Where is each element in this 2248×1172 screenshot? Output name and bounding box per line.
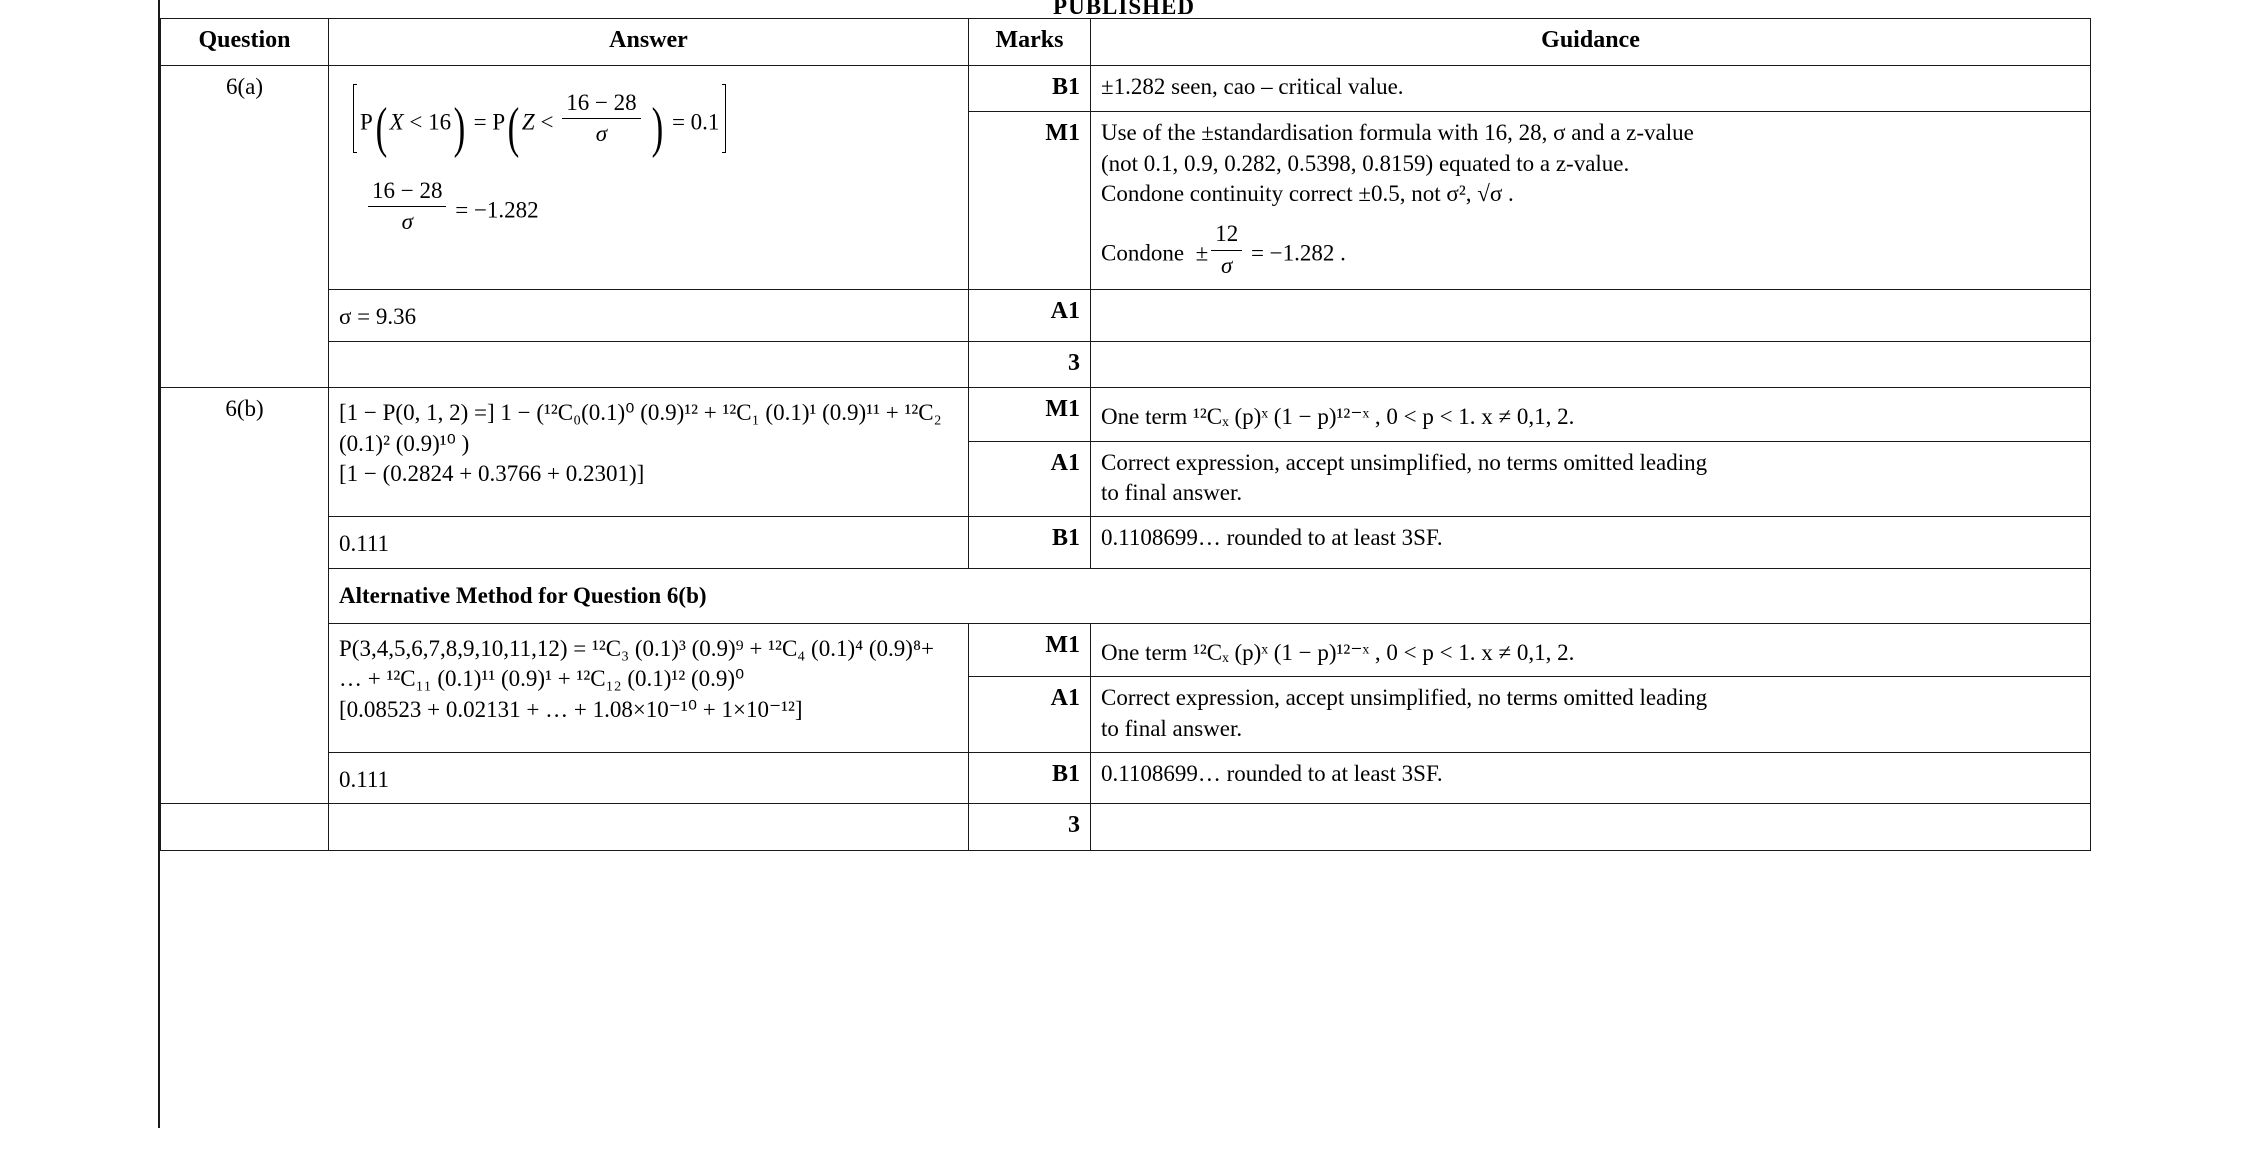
guidance-line: Correct expression, accept unsimplified, no terms omitted leading xyxy=(1101,685,1708,711)
answer-cell-6b-alt-blank xyxy=(329,804,969,851)
table-row xyxy=(161,517,2091,568)
guidance-cell-6b-a1 xyxy=(1091,441,2091,517)
table-row-alt-heading xyxy=(161,568,2091,623)
table-header-row xyxy=(161,19,2091,66)
guidance-line: to final answer. xyxy=(1101,715,1243,741)
question-label-6a: 6(a) xyxy=(161,65,329,388)
guidance-cell-6a-m1 xyxy=(1091,112,2091,290)
guidance-cell-6a-b1: ±1.282 seen, cao – critical value. xyxy=(1091,65,2091,112)
column-header-answer: Answer xyxy=(329,19,969,66)
page-banner: PUBLISHED xyxy=(1053,0,1195,19)
answer-cell-6b-alt-working xyxy=(329,623,969,752)
answer-cell-6b-alt-value: 0.111 xyxy=(329,753,969,804)
column-header-question: Question xyxy=(161,19,329,66)
answer-expression-1: P( X < 16) = P( Z < $\frac{16 - 28}{\sigma}$ ) = 0.1 xyxy=(339,72,958,164)
marks-cell-6a-m1: M1 xyxy=(969,112,1091,290)
answer-cell-6b-working xyxy=(329,388,969,517)
guidance-line: Use of the ±standardisation formula with 16, 28, σ and a z-value xyxy=(1101,120,1694,146)
marks-cell-6a-b1: B1 xyxy=(969,65,1091,112)
guidance-cell-6b-alt-b1: 0.1108699… rounded to at least 3SF. xyxy=(1091,753,2091,804)
answer-line: [1 − (0.2824 + 0.3766 + 0.2301)] xyxy=(339,460,645,486)
guidance-line-condone: Condone ± $\frac{12}{\sigma}$ = −1.282 . xyxy=(1101,219,2080,281)
guidance-cell-6a-total xyxy=(1091,341,2091,388)
marks-cell-6b-alt-total: 3 xyxy=(969,804,1091,851)
answer-expression-2: $\frac{16 - 28}{\sigma}$ = −1.282 xyxy=(339,164,958,246)
guidance-cell-6b-m1: One term ¹²Cₓ (p)ˣ (1 − p)¹²⁻ˣ , 0 < p < 1. x ≠ 0,1, 2. xyxy=(1091,388,2091,441)
answer-line: P(3,4,5,6,7,8,9,10,11,12) = ¹²C₃ (0.1)³ (0.9)⁹ + ¹²C₄ (0.1)⁴ (0.9)⁸+ xyxy=(339,635,934,661)
marks-cell-6b-a1: A1 xyxy=(969,441,1091,517)
marks-cell-6b-alt-b1: B1 xyxy=(969,753,1091,804)
guidance-line: Correct expression, accept unsimplified, no terms omitted leading xyxy=(1101,449,1708,475)
guidance-line: Condone continuity correct ±0.5, not σ², √σ . xyxy=(1101,181,1514,207)
guidance-cell-6b-b1: 0.1108699… rounded to at least 3SF. xyxy=(1091,517,2091,568)
marks-cell-6b-alt-a1: A1 xyxy=(969,677,1091,753)
column-header-marks: Marks xyxy=(969,19,1091,66)
answer-line: … + ¹²C₁₁ (0.1)¹¹ (0.9)¹ + ¹²C₁₂ (0.1)¹² (0.9)⁰ xyxy=(339,666,745,692)
mark-scheme-table xyxy=(160,18,2091,851)
answer-cell-6a-sigma: σ = 9.36 xyxy=(329,290,969,341)
alternative-method-heading: Alternative Method for Question 6(b) xyxy=(329,568,2091,623)
table-row xyxy=(161,623,2091,676)
table-row xyxy=(161,341,2091,388)
answer-cell-6a-working xyxy=(329,65,969,289)
table-row xyxy=(161,804,2091,851)
question-label-blank xyxy=(161,804,329,851)
guidance-line: (not 0.1, 0.9, 0.282, 0.5398, 0.8159) equated to a z-value. xyxy=(1101,150,1630,176)
guidance-line: to final answer. xyxy=(1101,479,1243,505)
table-row xyxy=(161,753,2091,804)
marks-cell-6a-a1: A1 xyxy=(969,290,1091,341)
question-label-6b: 6(b) xyxy=(161,388,329,804)
table-row xyxy=(161,290,2091,341)
guidance-cell-6b-alt-total xyxy=(1091,804,2091,851)
marks-cell-6b-alt-m1: M1 xyxy=(969,623,1091,676)
marks-cell-6b-b1: B1 xyxy=(969,517,1091,568)
answer-cell-6b-value: 0.111 xyxy=(329,517,969,568)
marks-cell-6b-m1: M1 xyxy=(969,388,1091,441)
answer-line: [1 − P(0, 1, 2) =] 1 − (¹²C₀(0.1)⁰ (0.9)¹² + ¹²C₁ (0.1)¹ (0.9)¹¹ + ¹²C₂ xyxy=(339,400,942,426)
table-row xyxy=(161,65,2091,112)
marks-cell-6a-total: 3 xyxy=(969,341,1091,388)
column-header-guidance: Guidance xyxy=(1091,19,2091,66)
answer-line: (0.1)² (0.9)¹⁰ ) xyxy=(339,430,470,456)
answer-line: [0.08523 + 0.02131 + … + 1.08×10⁻¹⁰ + 1×10⁻¹²] xyxy=(339,696,803,722)
answer-cell-6a-blank xyxy=(329,341,969,388)
guidance-cell-6b-alt-a1 xyxy=(1091,677,2091,753)
guidance-cell-6a-a1 xyxy=(1091,290,2091,341)
guidance-cell-6b-alt-m1: One term ¹²Cₓ (p)ˣ (1 − p)¹²⁻ˣ , 0 < p < 1. x ≠ 0,1, 2. xyxy=(1091,623,2091,676)
table-row xyxy=(161,388,2091,441)
